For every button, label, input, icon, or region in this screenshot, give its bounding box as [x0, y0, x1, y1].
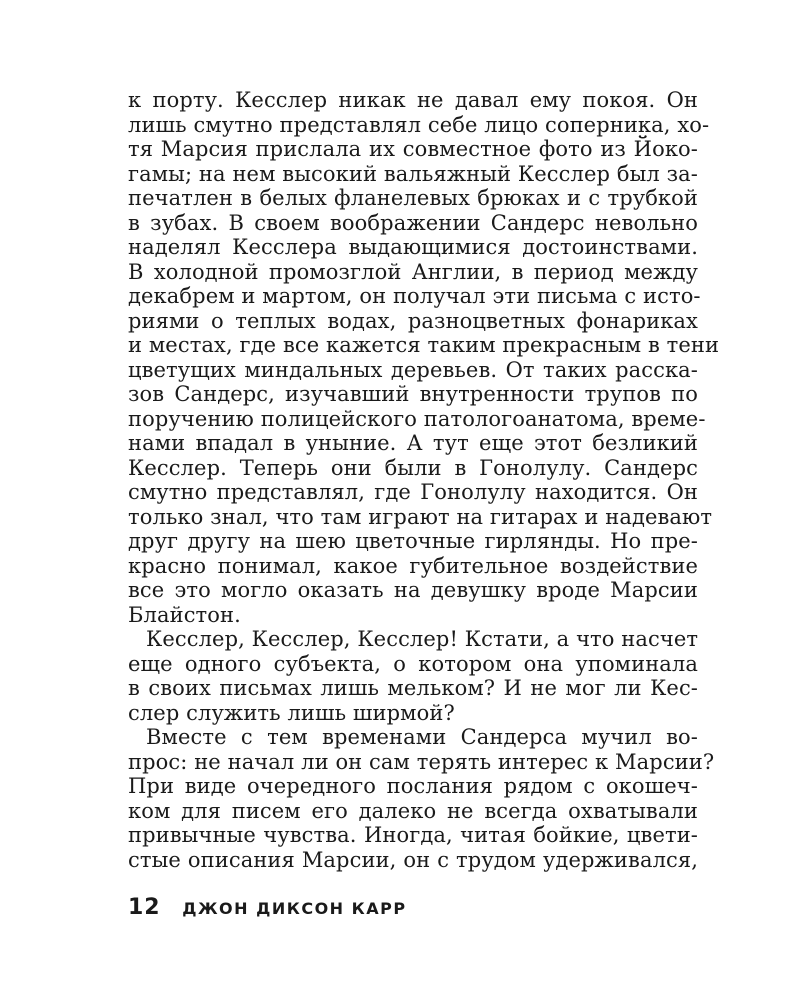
text-line-6: в зубах. В своем воображении Сандерс невольно	[128, 210, 698, 235]
text-line-23: Кесслер, Кесслер, Кесслер! Кстати, а что насчет	[146, 627, 699, 651]
text-line-24: еще одного субъекта, о котором она упоминала	[128, 651, 698, 676]
text-line-13: зов Сандерс, изучавший внутренности трупов по	[128, 382, 698, 406]
text-line-15: нами впадал в уныние. А тут еще этот безликий	[128, 431, 698, 455]
text-line-17: смутно представлял, где Гонолулу находится. Он	[128, 480, 698, 504]
text-line-27: Вместе с тем временами Сандерса мучил во-	[146, 725, 698, 749]
text-line-3: тя Марсия прислала их совместное фото из Йоко-	[128, 137, 698, 161]
text-line-30: ком для писем его далеко не всегда охватывали	[128, 798, 698, 823]
text-line-2: лишь смутно представлял себе лицо соперника, хо-	[128, 112, 710, 137]
text-line-22: Блайстон.	[128, 602, 241, 627]
text-line-10: риями о теплых водах, разноцветных фонариках	[128, 308, 698, 333]
text-line-31: привычные чувства. Иногда, читая бойкие, цвети-	[128, 823, 698, 847]
text-line-25: в своих письмах лишь мельком? И не мог ли Кес-	[128, 676, 698, 700]
text-line-11: и местах, где все кажется таким прекрасным в тени	[128, 333, 720, 357]
page-number: 12	[128, 895, 161, 920]
text-line-1: к порту. Кесслер никак не давал ему покоя. Он	[128, 88, 698, 112]
page-footer	[128, 895, 407, 920]
text-line-12: цветущих миндальных деревьев. От таких расска-	[128, 357, 698, 382]
text-line-32: стые описания Марсии, он с трудом удерживался,	[128, 847, 698, 872]
text-line-9: декабрем и мартом, он получал эти письма с исто-	[128, 284, 701, 308]
text-line-18: только знал, что там играют на гитарах и надевают	[128, 504, 713, 529]
text-line-19: друг другу на шею цветочные гирлянды. Но пре-	[128, 529, 698, 553]
text-line-5: печатлен в белых фланелевых брюках и с трубкой	[128, 186, 698, 210]
text-line-28: прос: не начал ли он сам терять интерес к Марсии?	[128, 749, 715, 774]
text-line-14: поручению полицейского патологоанатома, време-	[128, 406, 706, 431]
text-line-8: В холодной промозглой Англии, в период между	[128, 259, 698, 284]
text-line-4: гамы; на нем высокий вальяжный Кесслер был за-	[128, 161, 698, 186]
text-line-21: все это могло оказать на девушку вроде Марсии	[128, 578, 698, 602]
text-line-26: слер служить лишь ширмой?	[128, 700, 455, 725]
running-head-author: ДЖОН ДИКСОН КАРР	[182, 899, 407, 918]
text-line-20: красно понимал, какое губительное воздействие	[128, 553, 698, 578]
text-line-7: наделял Кесслера выдающимися достоинствами.	[128, 235, 698, 259]
body-text	[128, 88, 720, 872]
text-line-16: Кесслер. Теперь они были в Гонолулу. Сандерс	[128, 455, 698, 480]
text-line-29: При виде очередного послания рядом с окошеч-	[128, 774, 698, 798]
